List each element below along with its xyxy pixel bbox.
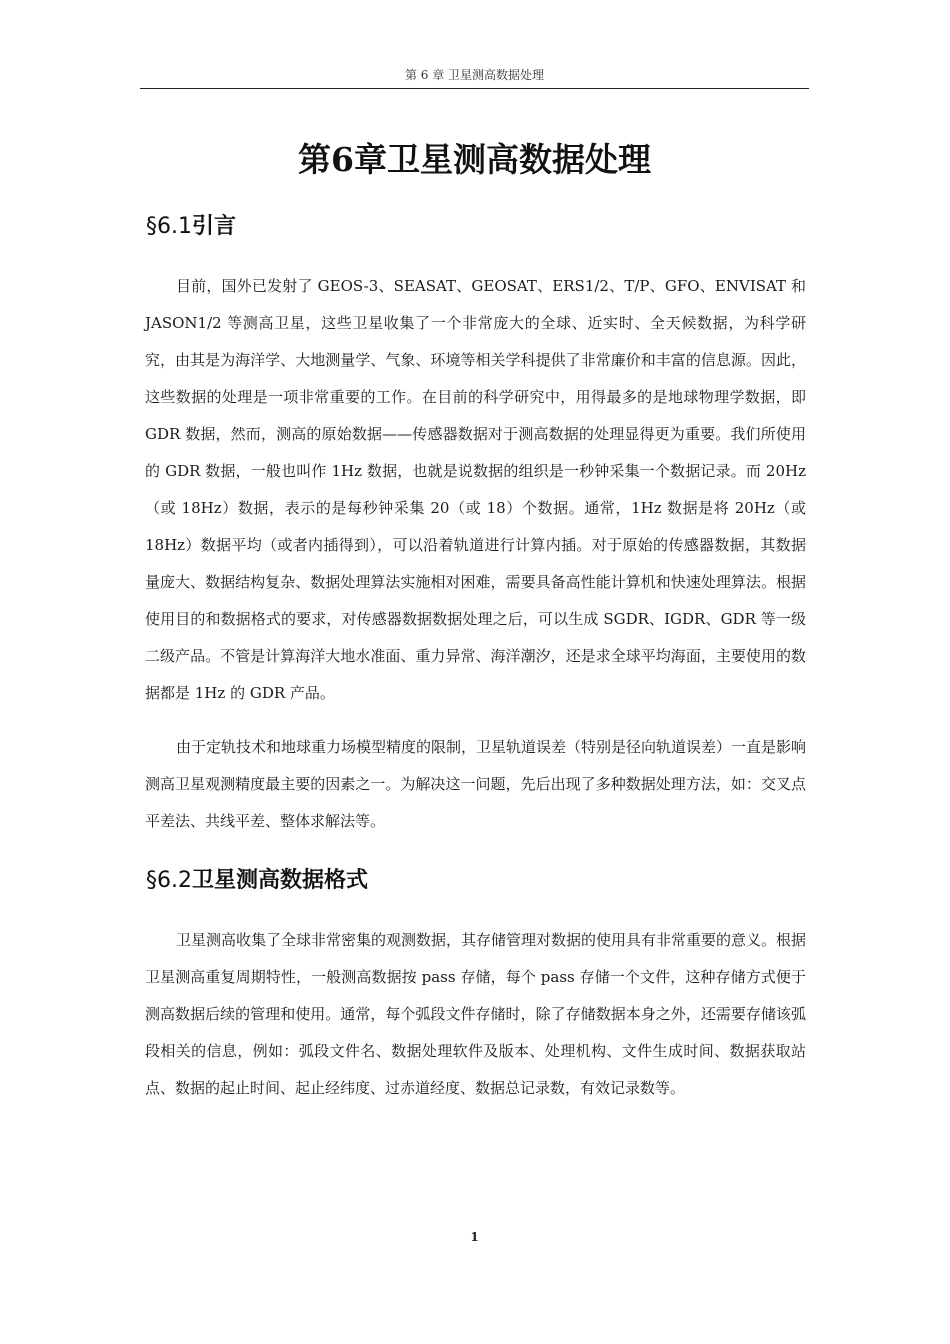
section-heading-6-2: [146, 865, 368, 897]
section-mark: §: [146, 868, 157, 893]
running-header: 第 6 章 卫星测高数据处理: [404, 68, 545, 82]
section-number: 6.2: [157, 868, 192, 893]
paragraph-6-1-intro: 目前，国外已发射了 GEOS-3、SEASAT、GEOSAT、ERS1/2、T/P、GFO、ENVISAT 和 JASON1/2 等测高卫星，这些卫星收集了一个非常庞大的全球、近实时、全天候数据，为科学研究，由其是为海洋学、大地测量学、气象、环境等相关学科提供了非常廉价和丰富的信息源。因此，这些数据的处理是一项非常重要的工作。在目前的科学研究中，用得最多的是地球物理学数据，即 GDR 数据，然而，测高的原始数据——传感器数据对于测高数据的处理显得更为重要。我们所使用的 GDR 数据，一般也叫作 1Hz 数据，也就是说数据的组织是一秒钟采集一个数据记录。而 20Hz（或 18Hz）数据，表示的是每秒钟采集 20（或 18）个数据。通常，1Hz 数据是将 20Hz（或 18Hz）数据平均（或者内插得到），可以沿着轨道进行计算内插。对于原始的传感器数据，其数据量庞大、数据结构复杂、数据处理算法实施相对困难，需要具备高性能计算机和快速处理算法。根据使用目的和数据格式的要求，对传感器数据数据处理之后，可以生成 SGDR、IGDR、GDR 等一级二级产品。不管是计算海洋大地水准面、重力异常、海洋潮汐，还是求全球平均海面，主要使用的数据都是 1Hz 的 GDR 产品。: [145, 277, 806, 702]
paragraph-6-1-orbit-error: 由于定轨技术和地球重力场模型精度的限制，卫星轨道误差（特别是径向轨道误差）一直是影响测高卫星观测精度最主要的因素之一。为解决这一问题，先后出现了多种数据处理方法，如：交叉点平差法、共线平差、整体求解法等。: [145, 738, 807, 830]
paragraph-6-2-format: 卫星测高收集了全球非常密集的观测数据，其存储管理对数据的使用具有非常重要的意义。根据卫星测高重复周期特性，一般测高数据按 pass 存储，每个 pass 存储一个文件，这种存储方式便于测高数据后续的管理和使用。通常，每个弧段文件存储时，除了存储数据本身之外，还需要存储该弧段相关的信息，例如：弧段文件名、数据处理软件及版本、处理机构、文件生成时间、数据获取站点、数据的起止时间、起止经纬度、过赤道经度、数据总记录数，有效记录数等。: [145, 931, 807, 1097]
section-title: 引言: [192, 214, 237, 239]
section-heading-6-1: [146, 211, 236, 243]
section-title: 卫星测高数据格式: [192, 868, 369, 893]
section-mark: §: [146, 214, 157, 239]
section-number: 6.1: [157, 214, 192, 239]
header-rule: [140, 88, 809, 89]
chapter-title: 第6章卫星测高数据处理: [298, 140, 651, 179]
page-number: 1: [470, 1230, 479, 1244]
